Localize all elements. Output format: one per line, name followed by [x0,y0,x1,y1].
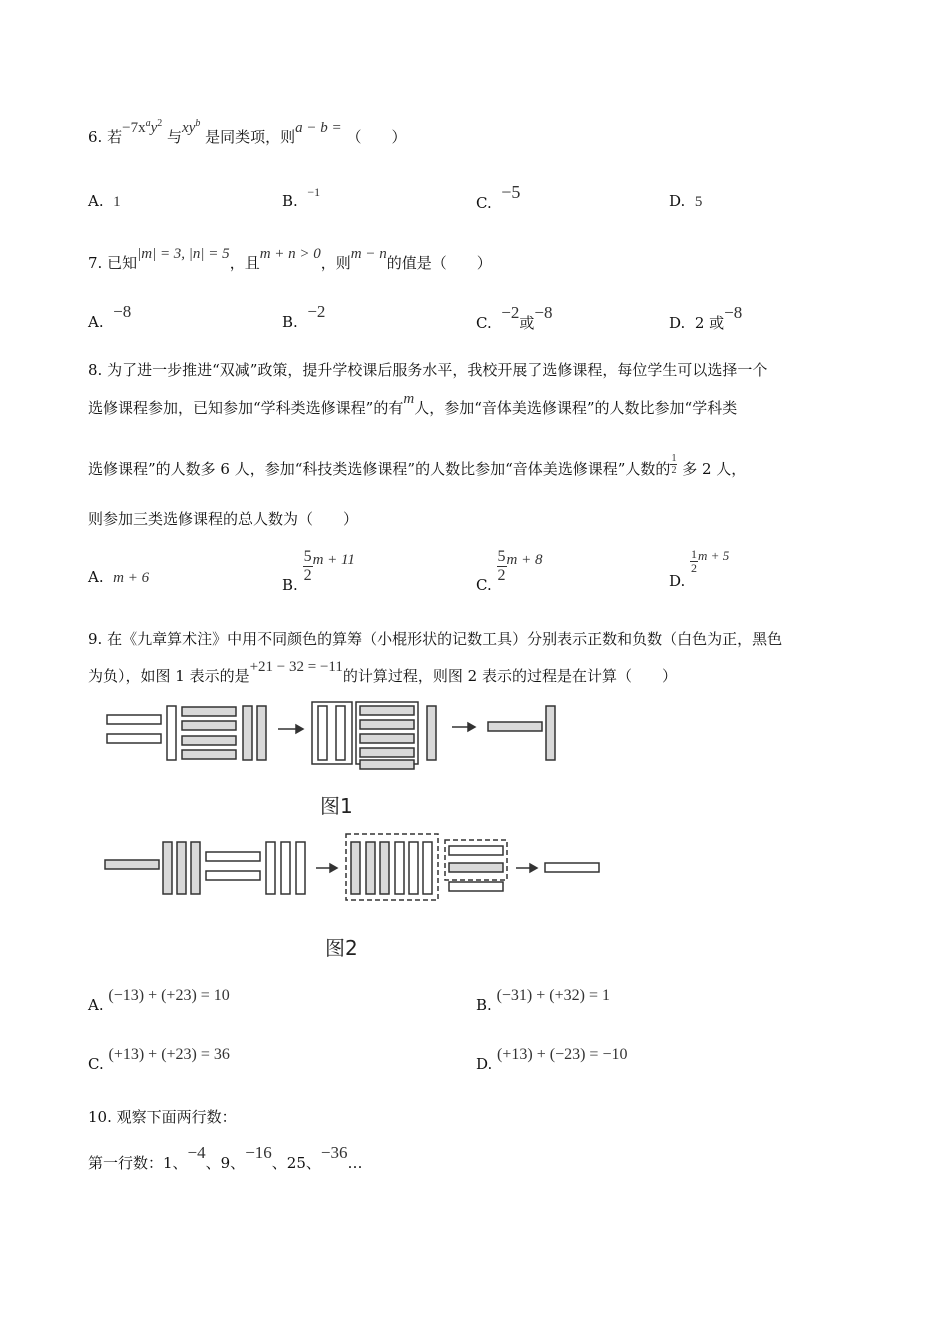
q7-text-1: 已知 [107,254,138,272]
q7-option-a[interactable]: A. −8 [88,302,132,331]
q7-text-2: ，且 [229,254,260,272]
q8-option-b[interactable]: B. $\frac{5}{2}$ m + 11 [282,548,355,595]
rod-black [427,706,436,760]
q9-option-d[interactable]: D. (+13) + (−23) = −10 [476,1046,628,1073]
rod-black [191,842,200,894]
q10-line-2: 第一行数：1、−4、9、−16、25、−36… [88,1143,363,1172]
arrow-icon [516,864,537,872]
arrow-icon [316,864,337,872]
q8-line-3: 选修课程”的人数多 6 人，参加“科技类选修课程”的人数比参加“音体美选修课程”人数的 $\frac{1}{2}$ 多 2 人， [88,452,747,478]
q6-text-1: 若 [107,128,123,146]
q9-option-b[interactable]: B. (−31) + (+32) = 1 [476,987,610,1014]
q8-var-m: m [403,391,415,407]
q10-line-1: 10. 观察下面两行数： [88,1108,237,1126]
q7-number: 7. [88,254,103,272]
q6-expr-3: a − b = [295,120,342,136]
q7-text-3: ，则 [320,254,351,272]
q9-line-2: 为负），如图 1 表示的是+21 − 32 = −11的计算过程，则图 2 表示的过程是在计算（ ） [88,659,677,685]
rod-black [182,707,236,716]
rod-white [409,842,418,894]
q9-expr: +21 − 32 = −11 [249,659,343,675]
q6-option-b[interactable]: B. $^{-1}$ [282,185,321,210]
q6-option-a[interactable]: A. 1 [88,192,121,210]
rod-white [449,882,503,891]
q9-line-1: 9. 在《九章算术注》中用不同颜色的算筹（小棍形状的记数工具）分别表示正数和负数（白色为正，黑色 [88,630,783,648]
rod-white [296,842,305,894]
rod-black [351,842,360,894]
rod-black [366,842,375,894]
rod-white [449,846,503,855]
rod-white [318,706,327,760]
q7-option-c[interactable]: C. −2或−8 [476,303,553,332]
q6-expr-1: $-7x^ay^2$ [122,118,163,136]
q7-expr-3: m − n [350,246,387,262]
q7-option-d[interactable]: D. 2 或−8 [669,303,743,332]
rod-white [545,863,599,872]
figure-2 [100,832,610,904]
q6-stem [88,118,407,147]
q9-option-c[interactable]: C. (+13) + (+23) = 36 [88,1046,230,1073]
q6-number: 6. [88,128,103,146]
arrow-icon [278,725,303,733]
rod-white [206,871,260,880]
rod-white [336,706,345,760]
q7-option-b[interactable]: B. −2 [282,302,326,331]
q7-text-4: 的值是（ ） [386,254,492,272]
q8-option-d[interactable]: D. $\frac{1}{2}$ m + 5 [669,547,730,590]
rod-white [281,842,290,894]
q6-text-2: 与 [167,128,183,146]
rod-black [488,722,542,731]
rod-black [360,748,414,757]
q6-option-c[interactable]: C. −5 [476,182,521,212]
rod-black [105,860,159,869]
rod-white [107,715,161,724]
rod-white [423,842,432,894]
q6-option-d[interactable]: D. 5 [669,192,703,210]
rod-black [163,842,172,894]
q8-option-c[interactable]: C. $\frac{5}{2}$ m + 8 [476,548,543,595]
rod-white [167,706,176,760]
rod-black [449,863,503,872]
rod-black [182,736,236,745]
rod-black [360,760,414,769]
q7-expr-2: m + n > 0 [259,246,321,262]
rod-black [360,706,414,715]
q6-bracket: （ ） [346,128,407,146]
rod-black [360,734,414,743]
q8-option-a[interactable]: A. m + 6 [88,568,150,586]
rod-black [546,706,555,760]
figure-1-caption: 图1 [320,794,353,818]
q7-stem [88,246,492,273]
rod-black [257,706,266,760]
rod-white [395,842,404,894]
rod-black [243,706,252,760]
arrow-icon [452,723,475,731]
rod-white [206,852,260,861]
rod-black [177,842,186,894]
rod-black [380,842,389,894]
q8-line-2: 选修课程参加，已知参加“学科类选修课程”的有m人，参加“音体美选修课程”的人数比参加“学科类 [88,391,738,417]
q7-expr-1: |m| = 3, |n| = 5 [137,246,230,262]
q9-option-a[interactable]: A. (−13) + (+23) = 10 [88,987,230,1014]
rod-white [266,842,275,894]
rod-black [182,750,236,759]
rod-black [360,720,414,729]
q6-expr-2: $xy^b$ [182,118,201,136]
q8-line-4: 则参加三类选修课程的总人数为（ ） [88,510,359,528]
q8-line-1: 8. 为了进一步推进“双减”政策，提升学校课后服务水平，我校开展了选修课程，每位学生可以选择一个 [88,361,768,379]
figure-1 [100,700,570,772]
figure-2-caption: 图2 [325,936,358,960]
q6-text-3: 是同类项，则 [205,128,296,146]
rod-black [182,721,236,730]
rod-white [107,734,161,743]
